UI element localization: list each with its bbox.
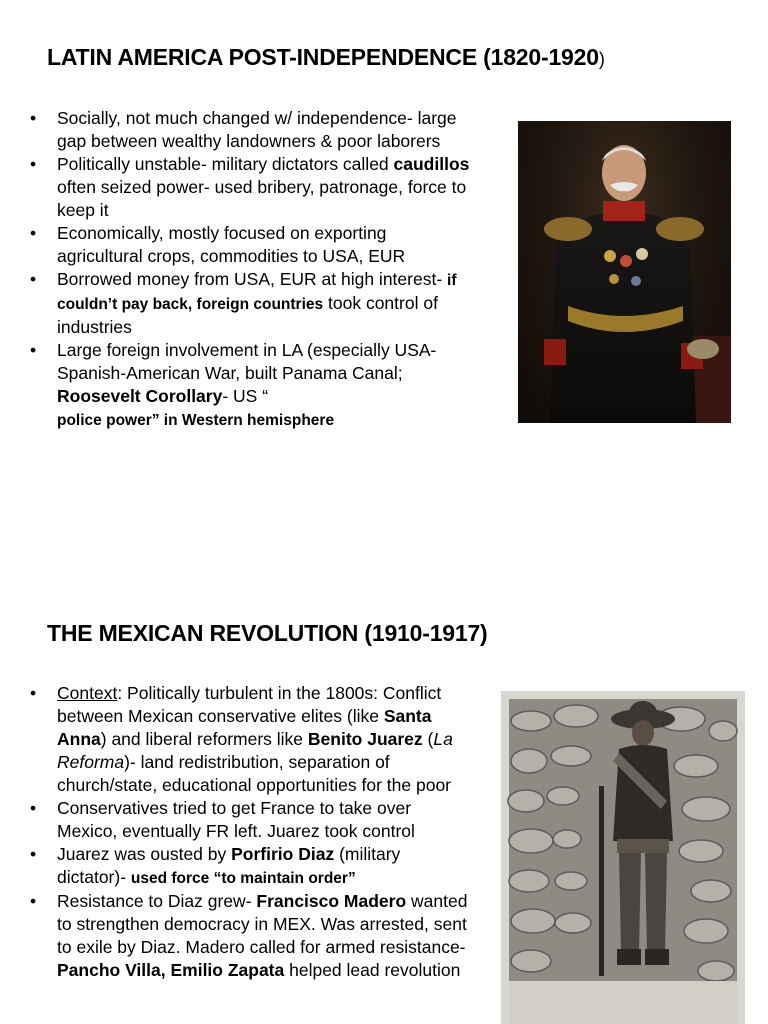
section-2-title: THE MEXICAN REVOLUTION (1910-1917) [47, 620, 488, 646]
bullet-text: took control of industries [57, 293, 438, 337]
section-2-bullet-list [30, 682, 470, 982]
portrait-illustration [518, 121, 731, 423]
revolutionary-soldier-photo [501, 691, 745, 1024]
list-item [30, 153, 470, 222]
list-item [30, 268, 470, 339]
bullet-italic-term: La Reforma [57, 729, 453, 772]
bullet-bold-term: if couldn’t pay back, foreign countries [57, 272, 457, 313]
bullet-bold-term: Benito Juarez [307, 729, 423, 749]
section-1-title-text: LATIN AMERICA POST-INDEPENDENCE (1820-1920 [47, 44, 599, 70]
bullet-underlined-term: Context [57, 683, 118, 703]
bullet-bold-term: Pancho Villa, Emilio Zapata [57, 960, 285, 980]
bullet-text: Conservatives tried to get France to take over Mexico, eventually FR left. Juarez took control [57, 798, 415, 841]
list-item [30, 843, 470, 890]
bullet-text: Politically unstable- military dictators called [57, 154, 394, 174]
bullet-bold-term: Porfirio Diaz [231, 844, 335, 864]
bullet-text: wanted to strengthen democracy in MEX. Was arrested, sent to exile by Diaz. Madero called for armed resistance- [57, 891, 468, 957]
list-item [30, 339, 470, 432]
bullet-text: helped lead revolution [284, 960, 461, 980]
bullet-text: (military dictator)- [57, 844, 401, 887]
section-1-title-close: ) [598, 49, 605, 69]
list-item [30, 682, 470, 797]
bullet-bold-term: used force “to maintain order” [130, 870, 356, 887]
bullet-bold-term: Santa Anna [57, 706, 432, 749]
list-item [30, 222, 470, 268]
bullet-text: often seized power- used bribery, patronage, force to keep it [57, 177, 467, 220]
photo-illustration [501, 691, 745, 1024]
bullet-text: ( [422, 729, 434, 749]
bullet-bold-term: caudillos [393, 154, 470, 174]
bullet-text: Large foreign involvement in LA (especially USA- Spanish-American War, built Panama Canal; [57, 340, 437, 383]
section-1-bullet-list [30, 107, 470, 432]
section-1-title [47, 44, 605, 71]
bullet-bold-term: Francisco Madero [256, 891, 407, 911]
bullet-bold-term: Roosevelt Corollary [57, 386, 223, 406]
bullet-text: Borrowed money from USA, EUR at high interest- [57, 269, 448, 289]
list-item [30, 797, 470, 843]
list-item [30, 890, 470, 982]
bullet-text: ) and liberal reformers like [100, 729, 308, 749]
porfirio-diaz-portrait [518, 121, 731, 423]
bullet-bold-term: police power” in Western hemisphere [57, 412, 335, 429]
bullet-text: Socially, not much changed w/ independence- large gap between wealthy landowners & poor laborers [57, 108, 457, 151]
bullet-text: : Politically turbulent in the 1800s: Conflict between Mexican conservative elites (like [57, 683, 442, 726]
bullet-text: Economically, mostly focused on exporting agricultural crops, commodities to USA, EUR [57, 223, 406, 266]
bullet-text: - US “ [222, 386, 269, 406]
list-item [30, 107, 470, 153]
bullet-text: )- land redistribution, separation of church/state, educational opportunities for the poor [57, 752, 451, 795]
bullet-text: Resistance to Diaz grew- [57, 891, 257, 911]
bullet-text: Juarez was ousted by [57, 844, 232, 864]
